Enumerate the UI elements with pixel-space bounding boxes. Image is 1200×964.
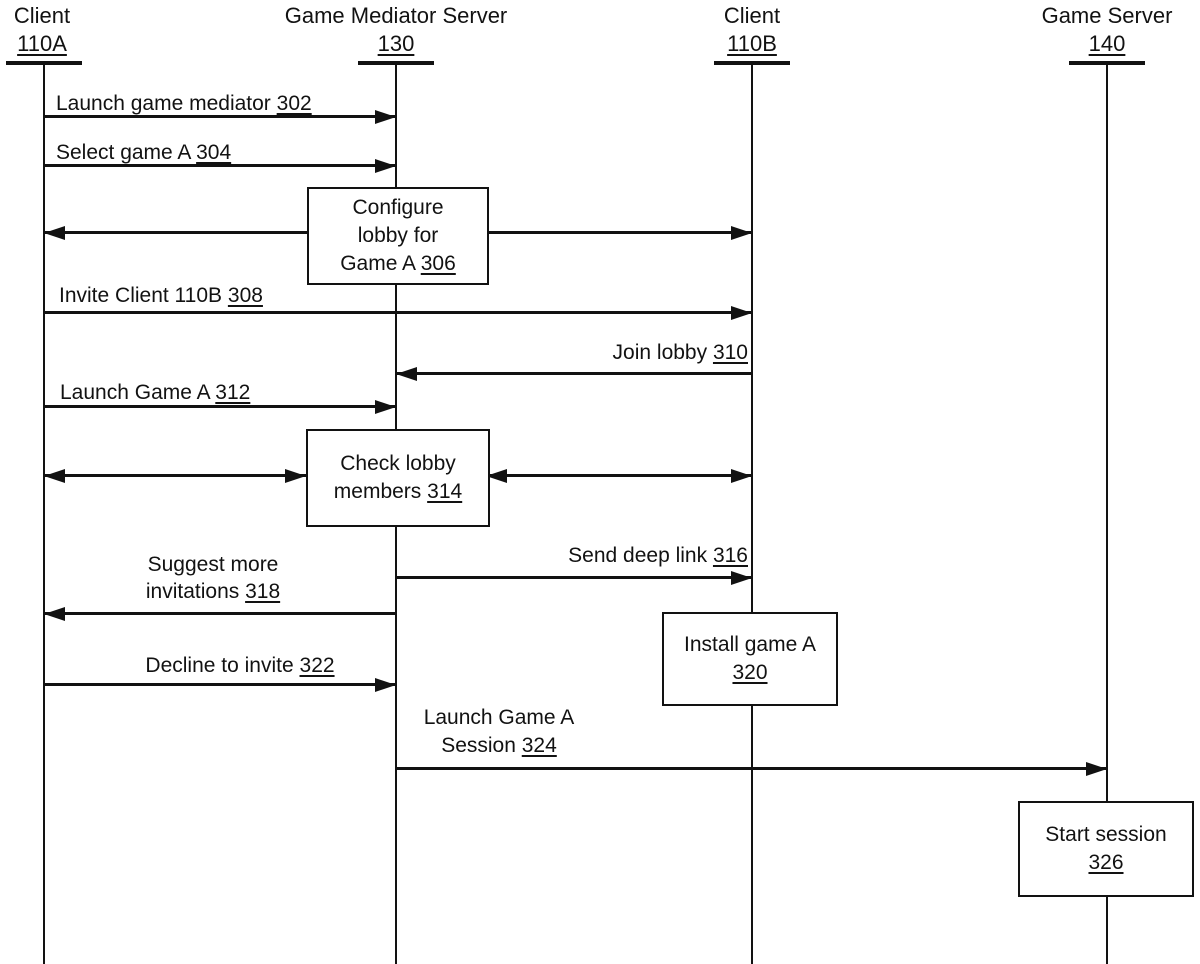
box-text-line xyxy=(308,478,488,506)
reference-numeral: 306 xyxy=(420,252,456,275)
activity-box-320 xyxy=(662,612,838,706)
message-label-302 xyxy=(56,90,312,117)
message-arrow-314-left xyxy=(44,474,306,477)
lifeline-client-110a xyxy=(43,65,45,964)
message-label-310 xyxy=(498,339,748,366)
actor-ref: 130 xyxy=(377,31,415,56)
box-text-line: Check lobby xyxy=(340,452,456,475)
reference-numeral: 318 xyxy=(245,580,281,603)
actor-client-110a xyxy=(0,2,172,58)
actor-game-server xyxy=(977,2,1200,58)
activity-box-306 xyxy=(307,187,489,285)
message-text-line1: Suggest more xyxy=(147,553,279,576)
actor-ref: 140 xyxy=(1088,31,1126,56)
actor-name: Client xyxy=(723,3,781,28)
box-text-line xyxy=(664,659,836,687)
actor-name: Game Mediator Server xyxy=(284,3,508,28)
message-label-304 xyxy=(56,139,231,166)
message-label-318 xyxy=(88,551,338,605)
message-text-line1: Launch Game A xyxy=(423,706,575,729)
message-text: Join lobby xyxy=(612,341,708,364)
actor-ref: 110B xyxy=(727,31,777,56)
reference-numeral: 314 xyxy=(427,480,463,503)
reference-numeral: 322 xyxy=(299,654,335,677)
message-text-line2 xyxy=(88,578,338,605)
box-text-line: Install game A xyxy=(684,633,816,656)
reference-numeral: 324 xyxy=(521,734,557,757)
message-text-line2 xyxy=(374,732,624,760)
reference-numeral: 304 xyxy=(196,141,232,164)
reference-numeral: 312 xyxy=(215,381,251,404)
message-arrow-310 xyxy=(396,372,752,375)
actor-ref: 110A xyxy=(17,31,67,56)
activity-box-326 xyxy=(1018,801,1194,897)
message-label-322 xyxy=(115,652,365,679)
message-label-312 xyxy=(60,379,250,406)
box-text-line xyxy=(1020,849,1192,877)
actor-client-110b xyxy=(622,2,882,58)
message-arrow-314-right xyxy=(486,474,752,477)
message-label-324 xyxy=(374,704,624,760)
message-text: Launch game mediator xyxy=(56,92,271,115)
actor-name: Client xyxy=(13,3,71,28)
reference-numeral: 310 xyxy=(712,341,748,364)
activity-box-314 xyxy=(306,429,490,527)
box-text-line: lobby for xyxy=(357,224,439,247)
reference-numeral: 308 xyxy=(227,284,263,307)
box-text-line: Configure xyxy=(352,196,444,219)
message-text: Session xyxy=(441,734,516,757)
message-arrow-306-left xyxy=(44,231,307,234)
reference-numeral: 320 xyxy=(732,661,768,684)
reference-numeral: 326 xyxy=(1088,851,1124,874)
lifeline-client-110b xyxy=(751,65,753,964)
message-arrow-306-right xyxy=(485,231,752,234)
message-arrow-316 xyxy=(396,576,752,579)
message-text: Decline to invite xyxy=(145,654,294,677)
message-arrow-308 xyxy=(44,311,752,314)
message-arrow-318 xyxy=(44,612,396,615)
message-arrow-324 xyxy=(396,767,1107,770)
reference-numeral: 302 xyxy=(276,92,312,115)
message-arrow-322 xyxy=(44,683,396,686)
message-text: Invite Client 110B xyxy=(59,284,223,307)
message-text: invitations xyxy=(145,580,240,603)
message-arrow-304 xyxy=(44,164,396,167)
message-text: Send deep link xyxy=(568,544,708,567)
box-text: Game A xyxy=(340,252,415,275)
message-arrow-312 xyxy=(44,405,396,408)
message-text: Select game A xyxy=(56,141,191,164)
message-label-308 xyxy=(59,282,263,309)
message-label-316 xyxy=(492,542,748,569)
box-text: members xyxy=(333,480,422,503)
actor-name: Game Server xyxy=(1041,3,1173,28)
actor-game-mediator-server xyxy=(266,2,526,58)
reference-numeral: 316 xyxy=(712,544,748,567)
box-text-line: Start session xyxy=(1045,823,1167,846)
box-text-line xyxy=(309,250,487,278)
message-arrow-302 xyxy=(44,115,396,118)
message-text: Launch Game A xyxy=(60,381,210,404)
